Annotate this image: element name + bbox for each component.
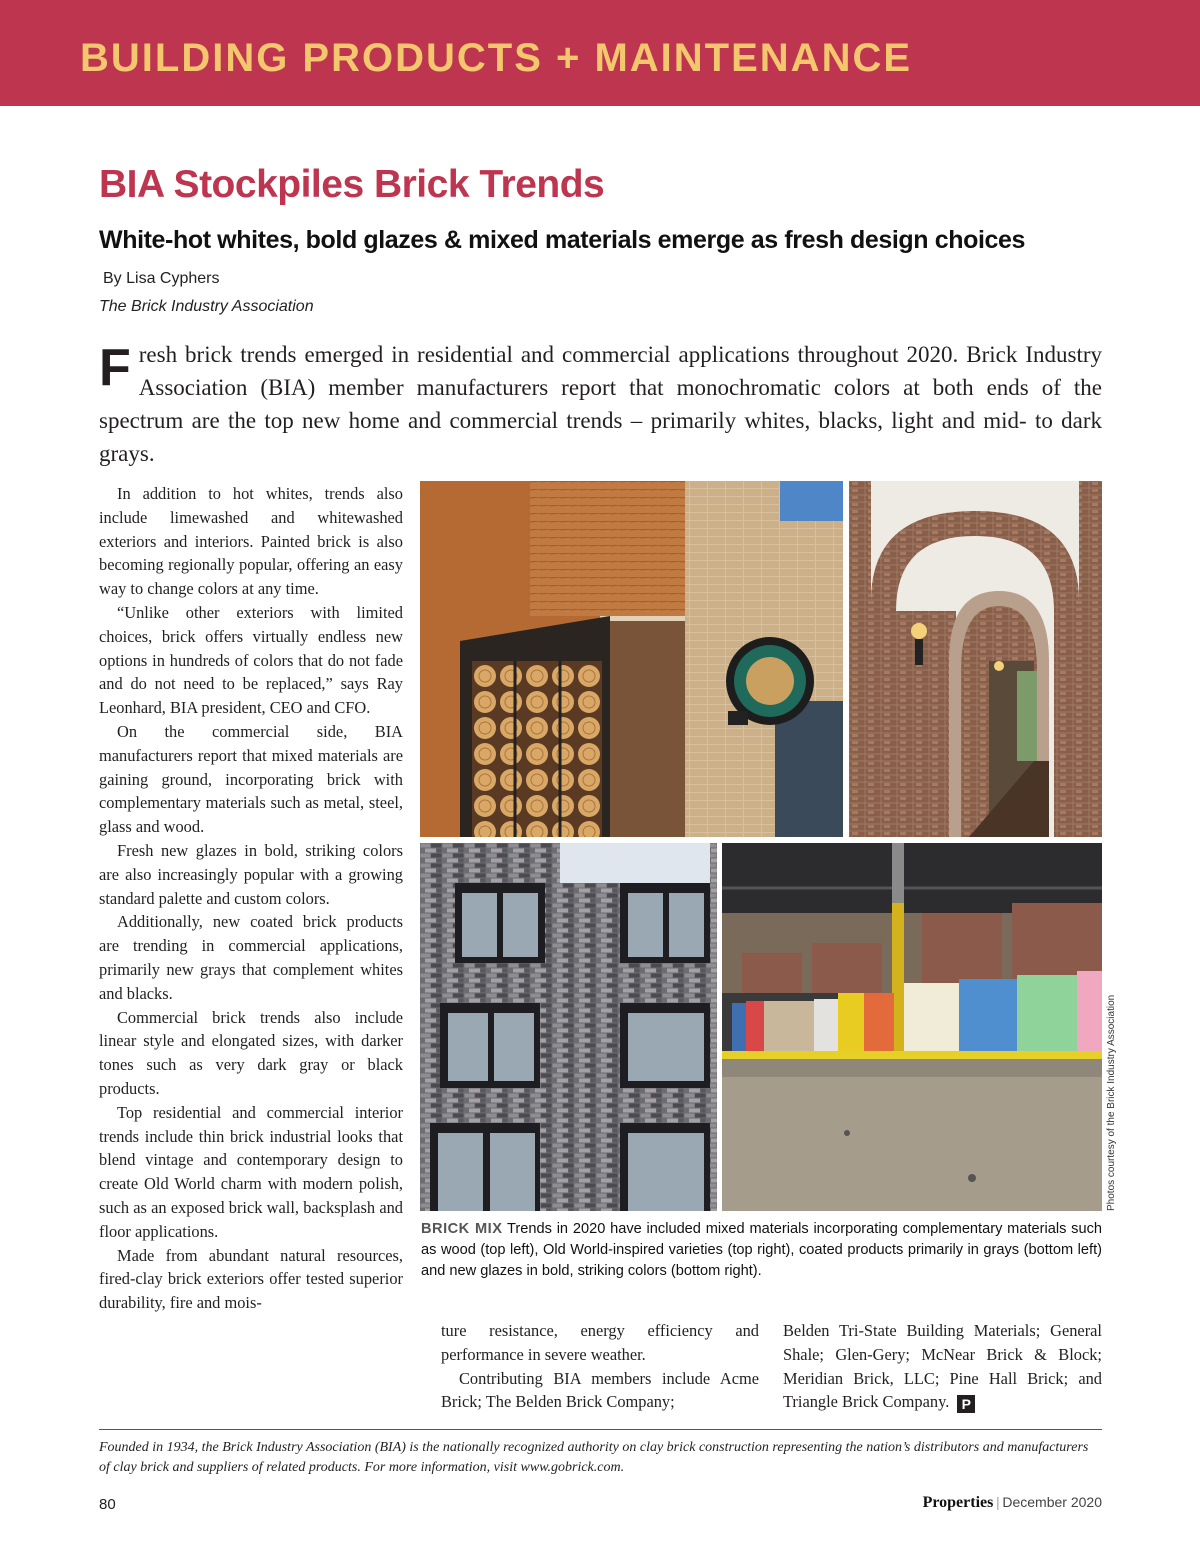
- author-organization: The Brick Industry Association: [99, 298, 314, 315]
- photo-credit: Photos courtesy of the Brick Industry Association: [1106, 994, 1117, 1211]
- lede-paragraph: [99, 338, 1102, 470]
- article-title: BIA Stockpiles Brick Trends: [99, 163, 605, 206]
- photo-gray-brick-building: [420, 843, 717, 1211]
- column-1: [99, 482, 403, 1315]
- footnote: Founded in 1934, the Brick Industry Association (BIA) is the nationally recognized authority on clay brick construction representing the nation’s distributors and manufacturers of clay brick and suppliers of related products. For more information, visit www.gobrick.com.: [99, 1440, 1089, 1475]
- lede-text: resh brick trends emerged in residential and commercial applications throughout 2020. Brick Industry Association (BIA) member manufacturers report that monochromatic colors at both ends of the spectrum are the top new home and commercial trends – primarily whites, blacks, light and mid- to dark grays.: [99, 342, 1102, 466]
- magazine-name: Properties: [922, 1494, 994, 1511]
- photo-wood-building: [420, 481, 843, 837]
- section-title: BUILDING PRODUCTS + MAINTENANCE: [80, 36, 913, 80]
- body-paragraph: Fresh new glazes in bold, striking colors are also increasingly popular with a growing standard palette and custom colors.: [99, 840, 403, 908]
- column-3: [783, 1319, 1102, 1414]
- caption-text: Trends in 2020 have included mixed materials incorporating complementary materials such as wood (top left), Old World-inspired varieties (top right), coated products primarily in grays (bottom left) and new glazes in bold, striking colors (bottom right).: [421, 1221, 1102, 1279]
- body-paragraph: In addition to hot whites, trends also include limewashed and whitewashed exteriors and interiors. Painted brick is also becoming regionally popular, offering an easy way to change colors at any time.: [99, 484, 403, 599]
- body-paragraph: On the commercial side, BIA manufacturers report that mixed materials are gaining ground, incorporating brick with complementary materials such as metal, steel, glass and wood.: [99, 721, 403, 837]
- section-banner: [0, 0, 1200, 106]
- body-paragraph: [783, 1319, 1102, 1414]
- issue-date: December 2020: [1002, 1494, 1102, 1510]
- body-paragraph: Additionally, new coated brick products are trending in commercial applications, primarily new grays that complement whites and blacks.: [99, 912, 403, 1003]
- caption-label: BRICK MIX: [421, 1221, 503, 1237]
- body-paragraph: Contributing BIA members include Acme Brick; The Belden Brick Company;: [441, 1368, 759, 1412]
- column-2: [441, 1319, 759, 1414]
- body-paragraph: Commercial brick trends also include linear style and elongated sizes, with darker tones such as very dark gray or black products.: [99, 1007, 403, 1098]
- body-paragraph: Made from abundant natural resources, fired-clay brick exteriors offer tested superior durability, fire and mois-: [99, 1245, 403, 1313]
- byline: By Lisa Cyphers: [103, 270, 220, 287]
- body-paragraph: ture resistance, energy efficiency and performance in severe weather.: [441, 1321, 759, 1364]
- photo-brick-arches: [849, 481, 1102, 837]
- body-paragraph: Top residential and commercial interior trends include thin brick industrial looks that blend vintage and contemporary design to create Old World charm with modern polish, such as an exposed brick wall, backsplash and floor applications.: [99, 1102, 403, 1241]
- article-subtitle: White-hot whites, bold glazes & mixed materials emerge as fresh design choices: [99, 226, 1026, 254]
- footer-separator: |: [996, 1495, 1000, 1511]
- drop-cap: F: [99, 339, 131, 397]
- body-text: Belden Tri-State Building Materials; General Shale; Glen-Gery; McNear Brick & Block; Meridian Brick, LLC; Pine Hall Brick; and Triangle Brick Company.: [783, 1321, 1102, 1412]
- photo-caption: [421, 1219, 1102, 1282]
- issue-info: [923, 1494, 1102, 1512]
- page-number: 80: [99, 1496, 116, 1513]
- photo-glazed-brick-stacks: [722, 843, 1102, 1211]
- footnote-divider: [99, 1429, 1102, 1430]
- end-mark: P: [957, 1395, 975, 1413]
- body-paragraph: “Unlike other exteriors with limited choices, brick offers virtually endless new options in hundreds of colors that do not fade and do not need to be replaced,” says Ray Leonhard, BIA president, CEO and CFO.: [99, 602, 403, 718]
